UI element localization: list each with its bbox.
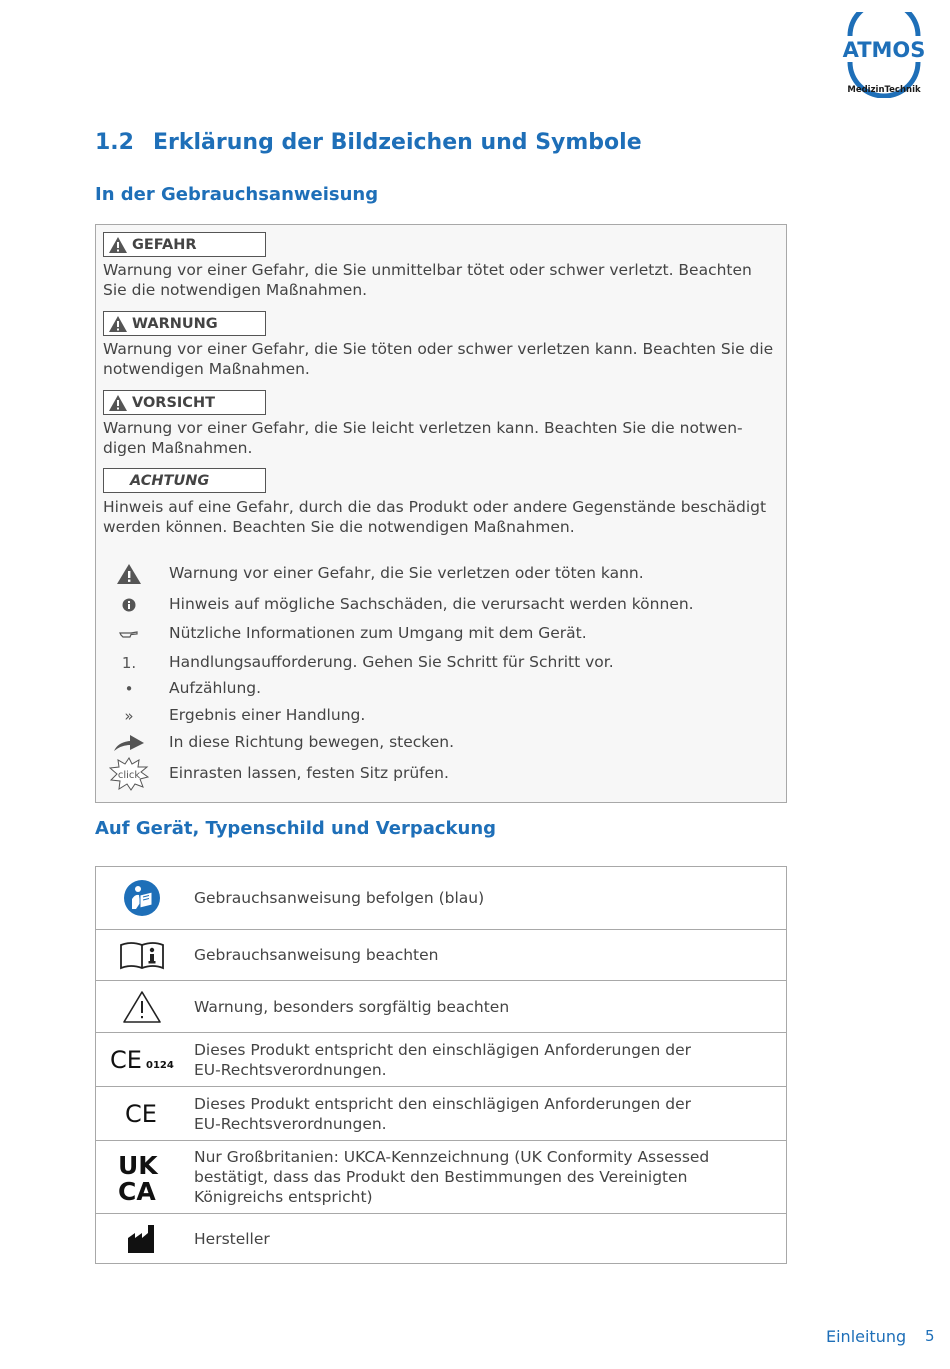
legend-item — [96, 760, 786, 788]
table-row — [96, 867, 786, 929]
text-line: Hinweis auf eine Gefahr, durch die das Produkt oder andere Gegenstände beschädigt — [103, 498, 767, 516]
device-symbols-table — [95, 866, 787, 1264]
row-text — [194, 1147, 778, 1207]
table-row — [96, 1213, 786, 1263]
legend-text: Nützliche Informationen zum Umgang mit dem Gerät. — [169, 624, 587, 642]
legend-text: Einrasten lassen, festen Sitz prüfen. — [169, 764, 449, 782]
legend-item — [96, 729, 786, 757]
manufacturer-icon — [127, 1224, 157, 1254]
row-text — [194, 888, 778, 908]
manual-heading: In der Gebrauchsanweisung — [95, 184, 379, 205]
pointing-hand-icon — [119, 629, 139, 639]
section-number: 1.2 — [95, 130, 134, 155]
notified-body-code: 0124 — [146, 1059, 174, 1071]
step-number: 1. — [121, 654, 137, 672]
info-circle-icon — [122, 598, 136, 612]
click-label: click — [117, 770, 141, 781]
signal-warnung — [103, 311, 266, 336]
text-line: digen Maßnahmen. — [103, 439, 253, 457]
legend-item — [96, 560, 786, 588]
manual-blue-icon — [123, 879, 161, 917]
result-arrow-symbol: » — [124, 707, 134, 725]
row-text — [194, 1229, 778, 1249]
warning-triangle-icon — [108, 236, 128, 254]
logo-subtitle: MedizinTechnik — [847, 85, 921, 95]
signal-description — [103, 260, 783, 300]
text-line: werden können. Beachten Sie die notwendigen Maßnahmen. — [103, 518, 575, 536]
signal-description — [103, 497, 783, 537]
table-row — [96, 1140, 786, 1213]
table-row — [96, 980, 786, 1032]
page-number: 5 — [925, 1327, 935, 1345]
legend-text: In diese Richtung bewegen, stecken. — [169, 733, 455, 751]
table-row — [96, 929, 786, 980]
table-row — [96, 1032, 786, 1086]
legend-text: Hinweis auf mögliche Sachschäden, die verursacht werden können. — [169, 595, 694, 613]
legend-item — [96, 591, 786, 619]
legend-item — [96, 675, 786, 703]
ukca-icon — [116, 1151, 168, 1203]
legend-text: Warnung vor einer Gefahr, die Sie verletzen oder töten kann. — [169, 564, 644, 582]
ce-mark: CE — [125, 1100, 157, 1127]
row-text — [194, 1040, 778, 1080]
bullet-symbol: • — [124, 680, 134, 698]
ukca-line: UK — [118, 1151, 158, 1180]
signal-vorsicht — [103, 390, 266, 415]
manual-symbols-box — [95, 224, 787, 803]
text-line: Warnung vor einer Gefahr, die Sie leicht verletzen kann. Beachten Sie die notwen- — [103, 419, 743, 437]
click-burst-icon — [109, 757, 149, 791]
text-line: Warnung, besonders sorgfältig beachten — [194, 997, 510, 1016]
legend-text: Ergebnis einer Handlung. — [169, 706, 366, 724]
signal-achtung — [103, 468, 266, 493]
section-title-text: Erklärung der Bildzeichen und Symbole — [153, 130, 642, 155]
text-line: Warnung vor einer Gefahr, die Sie töten oder schwer verletzen kann. Beachten Sie die — [103, 340, 774, 358]
move-arrow-icon — [112, 733, 146, 753]
legend-item — [96, 702, 786, 730]
footer-chapter: Einleitung — [826, 1327, 907, 1346]
legend-text: Aufzählung. — [169, 679, 262, 697]
table-row — [96, 1086, 786, 1140]
text-line: Dieses Produkt entspricht den einschlägigen Anforderungen der — [194, 1094, 692, 1113]
row-text — [194, 997, 778, 1017]
text-line: Nur Großbritanien: UKCA-Kennzeichnung (UK Conformity Assessed — [194, 1148, 710, 1166]
legend-item — [96, 649, 786, 677]
signal-label: WARNUNG — [132, 315, 218, 332]
signal-label: GEFAHR — [132, 236, 197, 253]
ce-icon — [124, 1101, 160, 1127]
text-line: Dieses Produkt entspricht den einschlägigen Anforderungen der — [194, 1040, 692, 1059]
text-line: EU-Rechtsverordnungen. — [194, 1114, 387, 1133]
text-line: Gebrauchsanweisung beachten — [194, 946, 439, 964]
text-line: Warnung vor einer Gefahr, die Sie unmittelbar tötet oder schwer verletzt. Beachten — [103, 261, 752, 279]
warning-outline-icon — [122, 990, 162, 1024]
text-line: Gebrauchsanweisung befolgen (blau) — [194, 889, 485, 907]
manual-info-icon — [119, 940, 165, 970]
ce-mark: CE — [110, 1046, 142, 1073]
text-line: Sie die notwendigen Maßnahmen. — [103, 281, 368, 299]
warning-triangle-icon — [108, 394, 128, 412]
row-text — [194, 945, 778, 965]
signal-gefahr — [103, 232, 266, 257]
signal-label: VORSICHT — [132, 394, 215, 411]
section-title — [95, 130, 642, 155]
signal-label: ACHTUNG — [130, 472, 210, 489]
ukca-line: CA — [118, 1177, 156, 1203]
signal-description — [103, 418, 783, 458]
text-line: EU-Rechtsverordnungen. — [194, 1060, 387, 1079]
signal-description — [103, 339, 783, 379]
text-line: bestätigt, dass das Produkt den Bestimmungen des Vereinigten — [194, 1168, 688, 1186]
text-line: Hersteller — [194, 1229, 270, 1248]
legend-item — [96, 620, 786, 648]
text-line: Königreichs entspricht) — [194, 1188, 373, 1206]
ce-0124-icon — [110, 1047, 174, 1073]
legend-text: Handlungsaufforderung. Gehen Sie Schritt für Schritt vor. — [169, 653, 614, 671]
warning-triangle-icon — [108, 315, 128, 333]
device-heading: Auf Gerät, Typenschild und Verpackung — [95, 818, 497, 839]
text-line: notwendigen Maßnahmen. — [103, 360, 310, 378]
row-text — [194, 1094, 778, 1134]
warning-triangle-icon — [116, 563, 142, 585]
logo-brand: ATMOS — [842, 38, 926, 62]
